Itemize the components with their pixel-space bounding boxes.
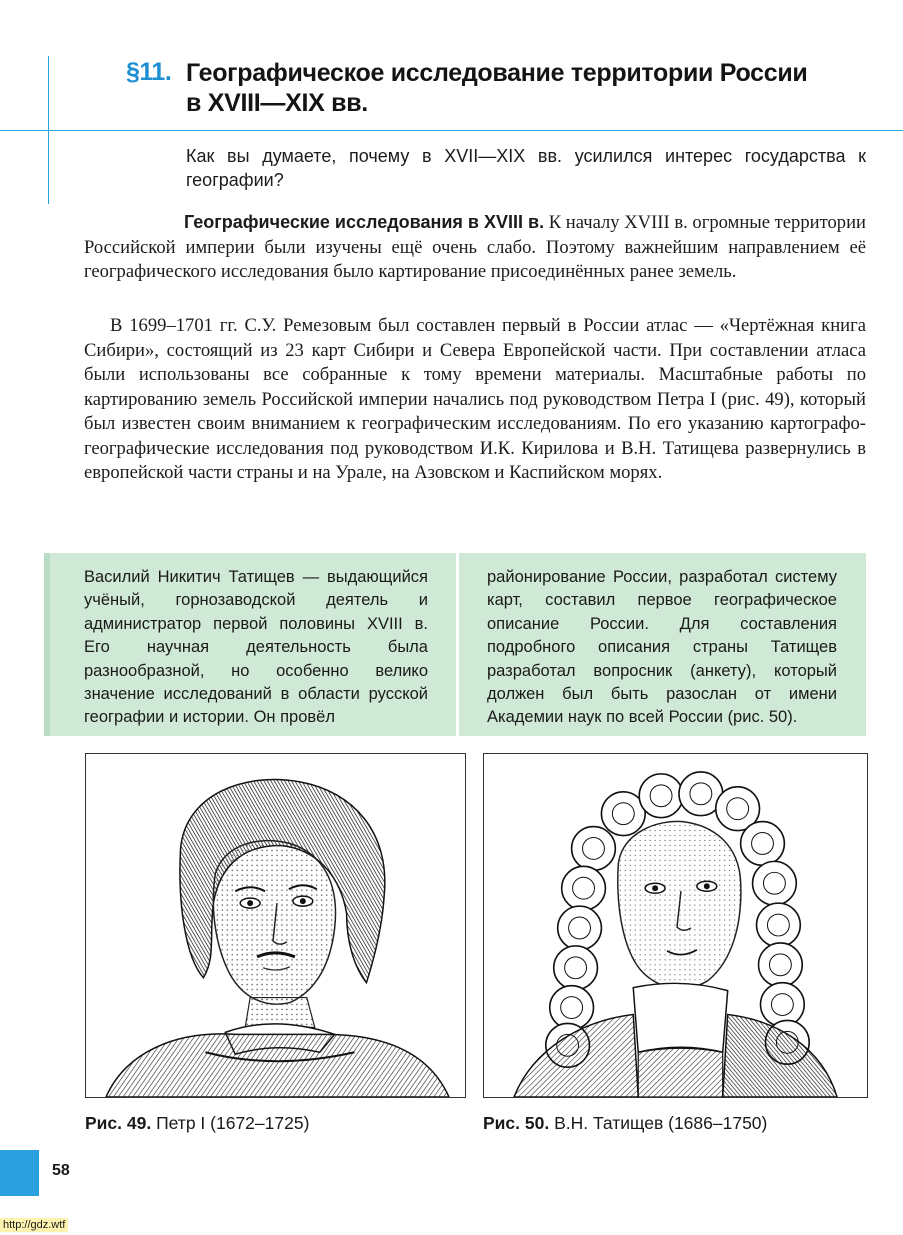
figure-50-text: В.Н. Татищев (1686–1750) [549, 1113, 768, 1133]
section-number: §11. [126, 58, 172, 86]
info-box-column-2: районирование России, разработал систему карт, составил первое географическое описание России. Для составления подробного описания страны Татищев разработал вопросник (анкету), который должен был быть разослан от имени Академии наук по всей России (рис. 50). [487, 568, 837, 727]
paragraph-2 [84, 314, 866, 486]
page-number: 58 [52, 1162, 70, 1179]
figure-49-label: Рис. 49. [85, 1113, 152, 1133]
figure-50-portrait [483, 753, 868, 1098]
paragraph-1-text: К началу XVIII в. огромные территории Российской империи были изучены ещё очень слабо. Поэтому важнейшим направлением её географического исследования было картирование присоединённых ранее земель. [84, 212, 866, 282]
figure-49-caption [85, 1113, 309, 1134]
section-title-line-1: Географическое исследование территории России [186, 59, 808, 87]
figure-50-label: Рис. 50. [483, 1113, 550, 1133]
page-tab [0, 1150, 39, 1196]
section-title-line-2: в XVIII—XIX вв. [186, 89, 368, 117]
paragraph-2-text: В 1699–1701 гг. С.У. Ремезовым был составлен первый в России атлас — «Чертёжная книга Сибири», состоящий из 23 карт Сибири и Севера Европейской части. При составлении атласа были использованы все собранные к тому времени материалы. Масштабные работы по картированию земель Российской империи начались под руководством Петра I (рис. 49), который был известен своим вниманием к географическим исследованиям. По его указанию картографо-географические исследования под руководством И.К. Кирилова и В.Н. Татищева развернулись в европейской части страны и на Урале, на Азовском и Каспийском морях. [84, 315, 866, 483]
info-box-divider [456, 553, 459, 736]
peter-portrait-engraving [86, 754, 465, 1097]
paragraph-1-lead: Географические исследования в XVIII в. [184, 212, 545, 232]
paragraph-1 [84, 211, 866, 285]
figure-49-portrait [85, 753, 466, 1098]
source-url[interactable]: http://gdz.wtf [0, 1218, 68, 1232]
intro-question: Как вы думаете, почему в XVII—XIX вв. усилился интерес государства к географии? [186, 146, 866, 190]
info-box-column-1: Василий Никитич Татищев — выдающийся учёный, горнозаводской деятель и администратор первой половины XVIII в. Его научная деятельность была разнообразной, но особенно велико значение исследований в области русской географии и истории. Он провёл [84, 568, 428, 727]
header-rule [0, 130, 903, 131]
figure-50-caption [483, 1113, 767, 1134]
section-title [186, 58, 876, 118]
figure-49-text: Петр I (1672–1725) [151, 1113, 310, 1133]
info-box-edge [44, 553, 50, 736]
tatishchev-portrait-engraving [484, 754, 867, 1097]
